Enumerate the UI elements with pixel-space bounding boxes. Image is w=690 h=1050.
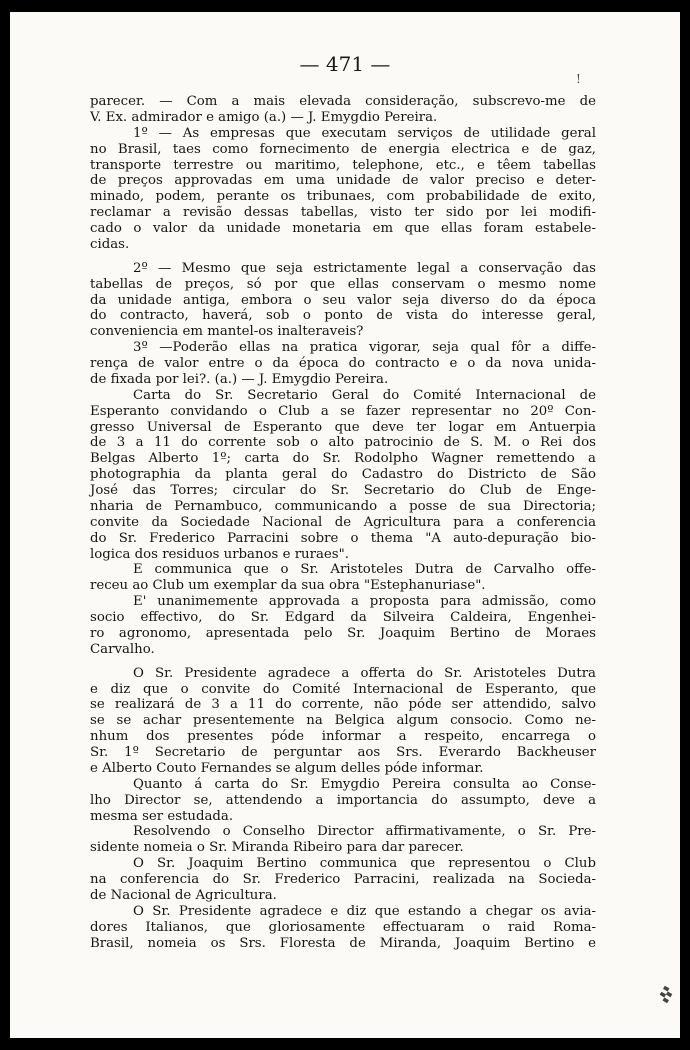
text-line: da unidade antiga, embora o seu valor seja diverso do da época bbox=[90, 292, 596, 308]
text-line: Carta do Sr. Secretario Geral do Comité Internacional de bbox=[133, 387, 596, 403]
text-line: tabellas de preços, só por que ellas conservam o mesmo nome bbox=[90, 276, 596, 292]
text-line: parecer. — Com a mais elevada consideração, subscrevo-me de bbox=[90, 94, 596, 109]
text-line: 3º —Poderão ellas na pratica vigorar, seja qual fôr a diffe- bbox=[133, 340, 596, 356]
text-line: e Alberto Couto Fernandes se algum delles póde informar. bbox=[90, 760, 484, 776]
text-line: Brasil, nomeia os Srs. Floresta de Miranda, Joaquim Bertino e bbox=[90, 935, 596, 951]
text-line: 2º — Mesmo que seja estrictamente legal a conservação das bbox=[133, 260, 596, 276]
text-line: de 3 a 11 do corrente sob o alto patrocinio de S. M. o Rei dos bbox=[90, 435, 596, 451]
text-line: convite da Sociedade Nacional de Agricultura para a conferencia bbox=[90, 514, 596, 530]
text-line: O Sr. Presidente agradece e diz que estando a chegar os avia- bbox=[133, 903, 596, 919]
text-line: e diz que o convite do Comité Internacional de Esperanto, que bbox=[90, 681, 596, 697]
text-line: no Brasil, taes como fornecimento de energia electrica e de gaz, bbox=[90, 141, 596, 157]
text-line: do contracto, haverá, sob o ponto de vista do interesse geral, bbox=[90, 308, 596, 324]
text-line: ro agronomo, apresentada pelo Sr. Joaquim Bertino de Moraes bbox=[90, 625, 596, 641]
paragraph-gap bbox=[90, 253, 596, 261]
text-line: do Sr. Frederico Parracini sobre o thema "A auto-depuração bio- bbox=[90, 530, 596, 546]
text-line: Sr. 1º Secretario de perguntar aos Srs. Everardo Backheuser bbox=[90, 745, 596, 760]
text-line: Quanto á carta do Sr. Emygdio Pereira consulta ao Conse- bbox=[133, 776, 596, 792]
text-line: rença de valor entre o da época do contracto e o da nova unida- bbox=[90, 356, 596, 371]
text-line: socio effectivo, do Sr. Edgard da Silveira Caldeira, Engenhei- bbox=[90, 610, 596, 625]
text-line: photographia da planta geral do Cadastro do Districto de São bbox=[90, 467, 596, 483]
text-line: cado o valor da unidade monetaria em que ellas foram estabele- bbox=[90, 221, 596, 236]
text-line: nhum dos presentes póde informar a respeito, encarrega o bbox=[90, 729, 596, 745]
text-line: conveniencia em mantel-os inalteraveis? bbox=[90, 324, 364, 340]
text-line: de preços approvadas em uma unidade de valor preciso e deter- bbox=[90, 173, 596, 189]
text-line: de Nacional de Agricultura. bbox=[90, 887, 277, 903]
text-line: na conferencia do Sr. Frederico Parracini, realizada na Socieda- bbox=[90, 872, 596, 887]
text-line: mesma ser estudada. bbox=[90, 808, 234, 824]
page-number: — 471 — bbox=[299, 52, 391, 76]
text-line: nharia de Pernambuco, communicando a posse de sua Directoria; bbox=[90, 498, 596, 514]
paragraph-gap bbox=[90, 658, 596, 666]
text-line: minado, podem, perante os tribunaes, com probabilidade de exito, bbox=[90, 189, 596, 205]
text-line: E communica que o Sr. Aristoteles Dutra de Carvalho offe- bbox=[133, 562, 596, 578]
text-line: transporte terrestre ou maritimo, telephone, etc., e têem tabellas bbox=[90, 157, 596, 173]
text-line: V. Ex. admirador e amigo (a.) — J. Emygdio Pereira. bbox=[90, 109, 438, 125]
text-line: de fixada por lei?. (a.) — J. Emygdio Pereira. bbox=[90, 371, 389, 387]
text-line: dores Italianos, que gloriosamente effectuaram o raid Roma- bbox=[90, 919, 596, 935]
text-line: se se achar presentemente na Belgica algum consocio. Como ne- bbox=[90, 713, 596, 729]
text-line: E' unanimemente approvada a proposta para admissão, como bbox=[133, 594, 596, 610]
text-line: reclamar a revisão dessas tabellas, visto ter sido por lei modifi- bbox=[90, 205, 596, 221]
text-line: sidente nomeia o Sr. Miranda Ribeiro para dar parecer. bbox=[90, 840, 464, 856]
body-text bbox=[90, 94, 596, 951]
scan-stamp-icon: ▞▞ bbox=[659, 986, 675, 1004]
scanned-page bbox=[10, 12, 680, 1038]
text-line: José das Torres; circular do Sr. Secretario do Club de Enge- bbox=[90, 483, 596, 498]
text-line: O Sr. Presidente agradece a offerta do Sr. Aristoteles Dutra bbox=[133, 665, 596, 681]
text-line: receu ao Club um exemplar da sua obra "Estephanuriase". bbox=[90, 578, 486, 594]
text-line: logica dos residuos urbanos e ruraes". bbox=[90, 546, 349, 562]
text-line: Belgas Alberto 1º; carta do Sr. Rodolpho Wagner remettendo a bbox=[90, 451, 596, 467]
text-line: Esperanto convidando o Club a se fazer representar no 20º Con- bbox=[90, 403, 596, 419]
text-line: lho Director se, attendendo a importancia do assumpto, deve a bbox=[90, 792, 596, 808]
text-line: 1º — As empresas que executam serviços de utilidade geral bbox=[133, 125, 596, 141]
text-line: gresso Universal de Esperanto que deve ter logar em Antuerpia bbox=[90, 419, 596, 435]
margin-mark: ! bbox=[576, 72, 581, 86]
text-line: Resolvendo o Conselho Director affirmativamente, o Sr. Pre- bbox=[133, 824, 596, 840]
text-line: se realizará de 3 a 11 do corrente, não póde ser attendido, salvo bbox=[90, 697, 596, 713]
text-line: Carvalho. bbox=[90, 641, 155, 657]
text-line: O Sr. Joaquim Bertino communica que representou o Club bbox=[133, 856, 596, 872]
text-line: cidas. bbox=[90, 236, 130, 252]
